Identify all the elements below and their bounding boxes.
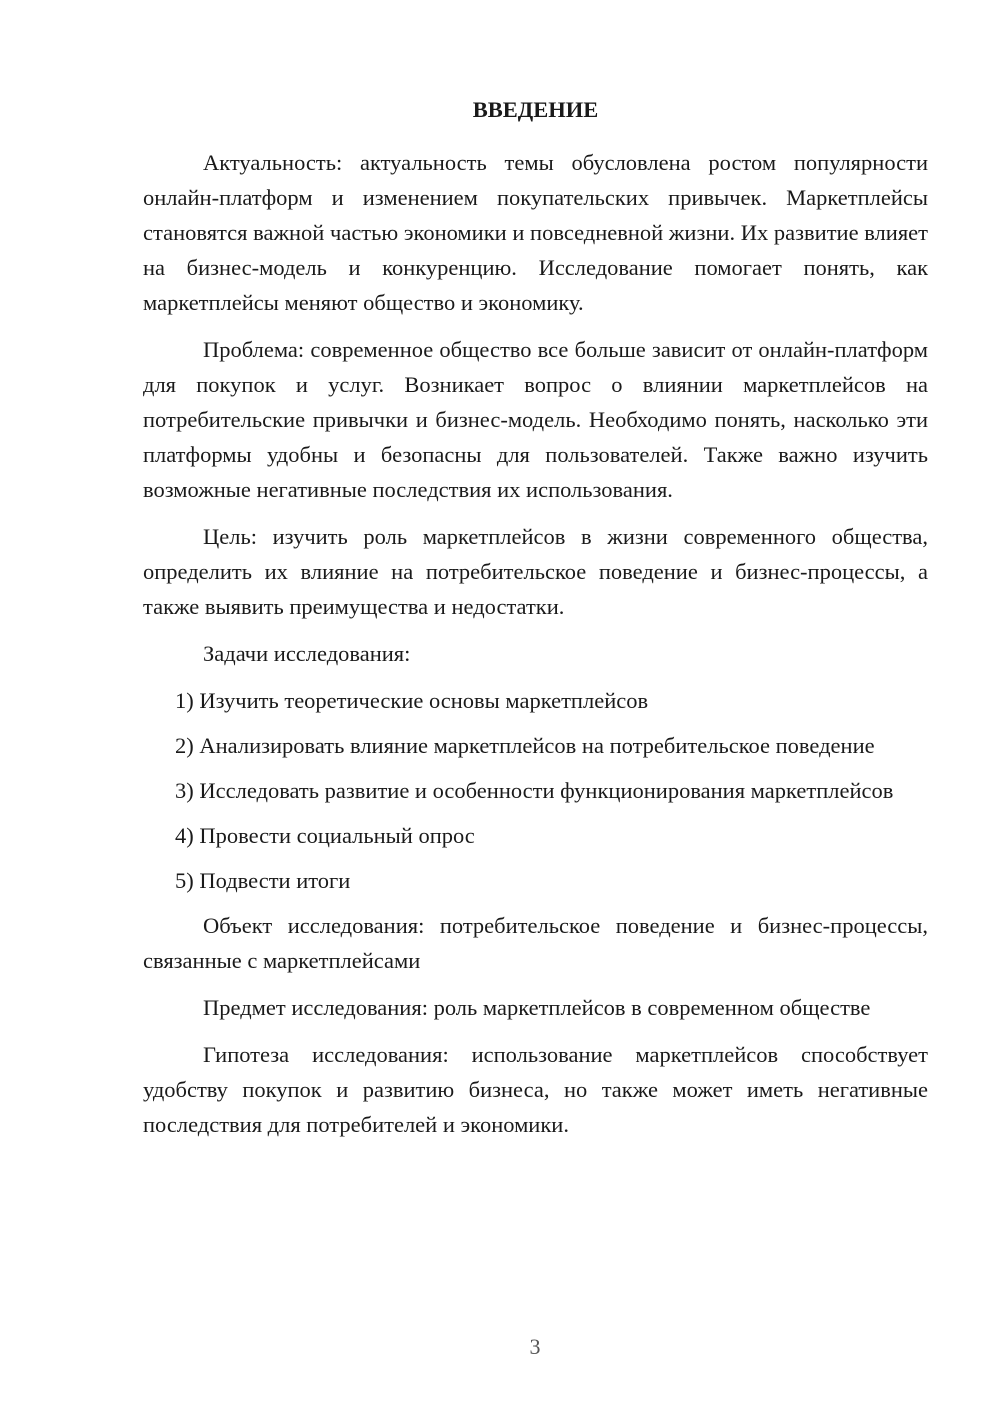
page-number: 3 bbox=[529, 1334, 541, 1359]
task-item-2: 2) Анализировать влияние маркетплейсов на потребительское поведение bbox=[175, 733, 875, 758]
page-title: ВВЕДЕНИЕ bbox=[472, 97, 599, 122]
object-paragraph: Объект исследования: потребительское поведение и бизнес-процессы, связанные с маркетплейсами bbox=[143, 913, 928, 973]
task-item-4: 4) Провести социальный опрос bbox=[175, 823, 475, 848]
task-item-3: 3) Исследовать развитие и особенности функционирования маркетплейсов bbox=[175, 778, 894, 803]
task-item-5: 5) Подвести итоги bbox=[175, 868, 351, 893]
tasks-heading: Задачи исследования: bbox=[203, 641, 411, 666]
subject-paragraph: Предмет исследования: роль маркетплейсов в современном обществе bbox=[203, 995, 871, 1020]
document-body bbox=[143, 92, 928, 1154]
task-item-1: 1) Изучить теоретические основы маркетплейсов bbox=[175, 688, 649, 713]
goal-paragraph: Цель: изучить роль маркетплейсов в жизни современного общества, определить их влияние на потребительское поведение и бизнес-процессы, а также выявить преимущества и недостатки. bbox=[143, 524, 928, 619]
hypothesis-paragraph: Гипотеза исследования: использование маркетплейсов способствует удобству покупок и развитию бизнеса, но также может иметь негативные последствия для потребителей и экономики. bbox=[143, 1042, 928, 1137]
relevance-paragraph: Актуальность: актуальность темы обусловлена ростом популярности онлайн-платформ и изменением покупательских привычек. Маркетплейсы становятся важной частью экономики и повседневной жизни. Их развитие влияет на бизнес-модель и конкуренцию. Исследование помогает понять, как маркетплейсы меняют общество и экономику. bbox=[143, 150, 928, 315]
problem-paragraph: Проблема: современное общество все больше зависит от онлайн-платформ для покупок и услуг. Возникает вопрос о влиянии маркетплейсов на потребительские привычки и бизнес-модель. Необходимо понять, насколько эти платформы удобны и безопасны для пользователей. Также важно изучить возможные негативные последствия их использования. bbox=[143, 337, 928, 502]
